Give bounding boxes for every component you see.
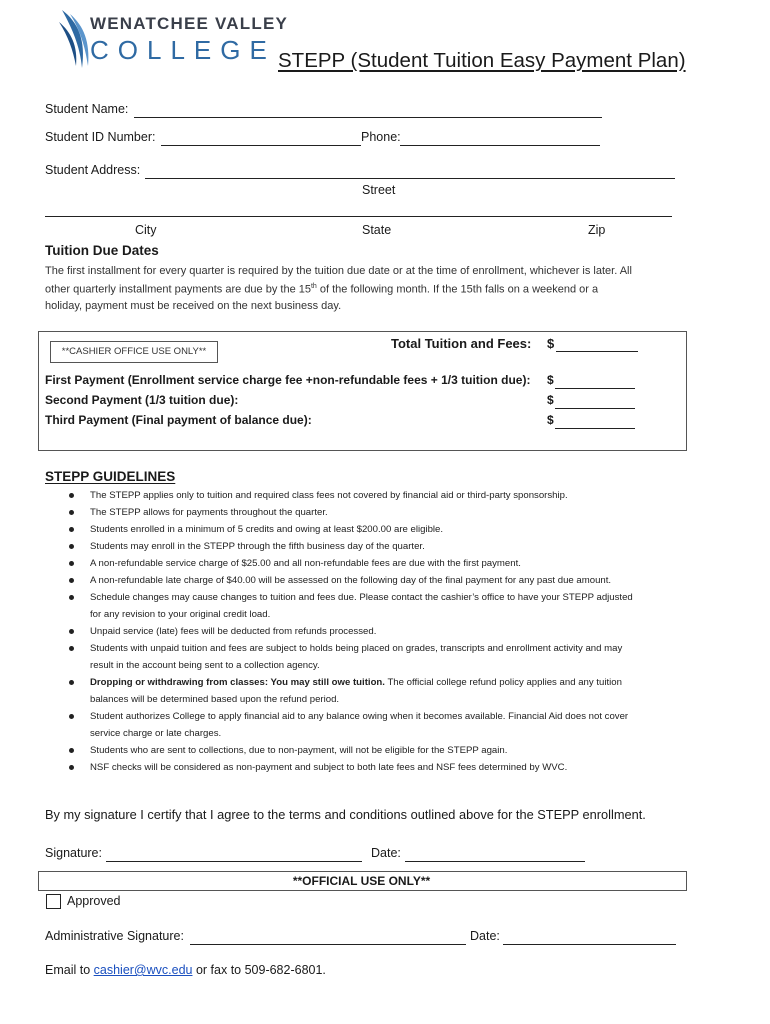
total-tuition-label: Total Tuition and Fees:	[391, 336, 532, 351]
bullet-icon	[69, 680, 74, 685]
due-dates-paragraph	[45, 263, 735, 314]
address-label: Student Address:	[45, 163, 141, 177]
bullet-icon	[69, 510, 74, 515]
guidelines-list	[45, 487, 745, 776]
guideline-item: The STEPP applies only to tuition and required class fees not covered by financial aid or third-party sponsorship.	[45, 487, 745, 504]
bullet-icon	[69, 544, 74, 549]
signature-field[interactable]	[106, 847, 362, 862]
student-name-field[interactable]	[134, 103, 602, 118]
guideline-item: NSF checks will be considered as non-payment and subject to both late fees and NSF fees determined by WVC.	[45, 759, 745, 776]
city-caption: City	[135, 223, 157, 237]
approved-label: Approved	[67, 894, 121, 908]
guideline-item: The STEPP allows for payments throughout the quarter.	[45, 504, 745, 521]
admin-date-label: Date:	[470, 929, 500, 943]
bullet-icon	[69, 493, 74, 498]
guideline-item: Students enrolled in a minimum of 5 credits and owing at least $200.00 are eligible.	[45, 521, 745, 538]
cashier-email-link[interactable]: cashier@wvc.edu	[93, 963, 193, 977]
due-dates-line1: The first installment for every quarter is required by the tuition due date or at the time of enrollment, whichever is later. All	[45, 265, 632, 277]
first-payment-field[interactable]	[555, 374, 635, 389]
cashier-office-tag: **CASHIER OFFICE USE ONLY**	[50, 341, 218, 363]
guideline-item: Dropping or withdrawing from classes: You may still owe tuition. The official college refund policy applies and any tuition balances will be determined based upon the refund period.	[45, 674, 745, 708]
student-id-label: Student ID Number:	[45, 130, 156, 144]
third-dollar-sign: $	[547, 413, 554, 427]
guideline-item: Schedule changes may cause changes to tuition and fees due. Please contact the cashier’s office to have your STEPP adjusted for any revision to your original credit load.	[45, 589, 745, 623]
signature-date-field[interactable]	[405, 847, 585, 862]
guideline-item: A non-refundable late charge of $40.00 will be assessed on the following day of the final payment for any past due amount.	[45, 572, 745, 589]
certify-statement: By my signature I certify that I agree to the terms and conditions outlined above for the STEPP enrollment.	[45, 807, 646, 822]
phone-field[interactable]	[400, 131, 600, 146]
second-payment-field[interactable]	[555, 394, 635, 409]
guideline-item: A non-refundable service charge of $25.00 and all non-refundable fees are due with the first payment.	[45, 555, 745, 572]
total-tuition-field[interactable]	[556, 337, 638, 352]
due-dates-heading: Tuition Due Dates	[45, 243, 159, 258]
city-state-zip-field[interactable]	[45, 202, 672, 217]
bullet-icon	[69, 578, 74, 583]
official-use-heading: **OFFICIAL USE ONLY**	[292, 874, 431, 888]
student-name-label: Student Name:	[45, 102, 129, 116]
phone-label: Phone:	[361, 130, 401, 144]
guideline-item: Students may enroll in the STEPP through the fifth business day of the quarter.	[45, 538, 745, 555]
bullet-icon	[69, 714, 74, 719]
zip-caption: Zip	[588, 223, 606, 237]
admin-signature-field[interactable]	[190, 930, 466, 945]
second-dollar-sign: $	[547, 393, 554, 407]
third-payment-label: Third Payment (Final payment of balance due):	[45, 413, 312, 427]
admin-date-field[interactable]	[503, 930, 676, 945]
bullet-icon	[69, 748, 74, 753]
first-dollar-sign: $	[547, 373, 554, 387]
bullet-icon	[69, 765, 74, 770]
bullet-icon	[69, 595, 74, 600]
admin-signature-label: Administrative Signature:	[45, 929, 184, 943]
approved-checkbox[interactable]	[46, 894, 61, 909]
first-payment-label: First Payment (Enrollment service charge fee +non-refundable fees + 1/3 tuition due):	[45, 373, 531, 387]
page-title: STEPP (Student Tuition Easy Payment Plan)	[278, 49, 686, 72]
guidelines-heading: STEPP GUIDELINES	[45, 469, 176, 484]
second-payment-label: Second Payment (1/3 tuition due):	[45, 393, 239, 407]
guideline-item: Students who are sent to collections, due to non-payment, will not be eligible for the STEPP again.	[45, 742, 745, 759]
logo-text-bottom: COLLEGE	[90, 35, 276, 65]
bullet-icon	[69, 527, 74, 532]
guideline-item: Unpaid service (late) fees will be deducted from refunds processed.	[45, 623, 745, 640]
street-caption: Street	[362, 183, 396, 197]
guideline-item: Students with unpaid tuition and fees are subject to holds being placed on grades, transcripts and enrollment activity and may result in the account being sent to a collection agency.	[45, 640, 745, 674]
third-payment-field[interactable]	[555, 414, 635, 429]
bullet-icon	[69, 629, 74, 634]
bullet-icon	[69, 561, 74, 566]
signature-date-label: Date:	[371, 846, 401, 860]
total-dollar-sign: $	[547, 336, 555, 351]
contact-line: Email to cashier@wvc.edu or fax to 509-682-6801.	[45, 963, 326, 977]
guideline-item: Student authorizes College to apply financial aid to any balance owing when it becomes available. Financial Aid does not cover service charge or late charges.	[45, 708, 745, 742]
state-caption: State	[362, 223, 392, 237]
bullet-icon	[69, 646, 74, 651]
logo-text-top: WENATCHEE VALLEY	[90, 14, 289, 33]
due-dates-line2: other quarterly installment payments are due by the 15th of the following month. If the 15th falls on a weekend or a	[45, 283, 599, 296]
due-dates-line3: holiday, payment must be received on the next business day.	[45, 299, 342, 312]
student-id-field[interactable]	[161, 131, 361, 146]
signature-label: Signature:	[45, 846, 102, 860]
street-field[interactable]	[145, 164, 675, 179]
